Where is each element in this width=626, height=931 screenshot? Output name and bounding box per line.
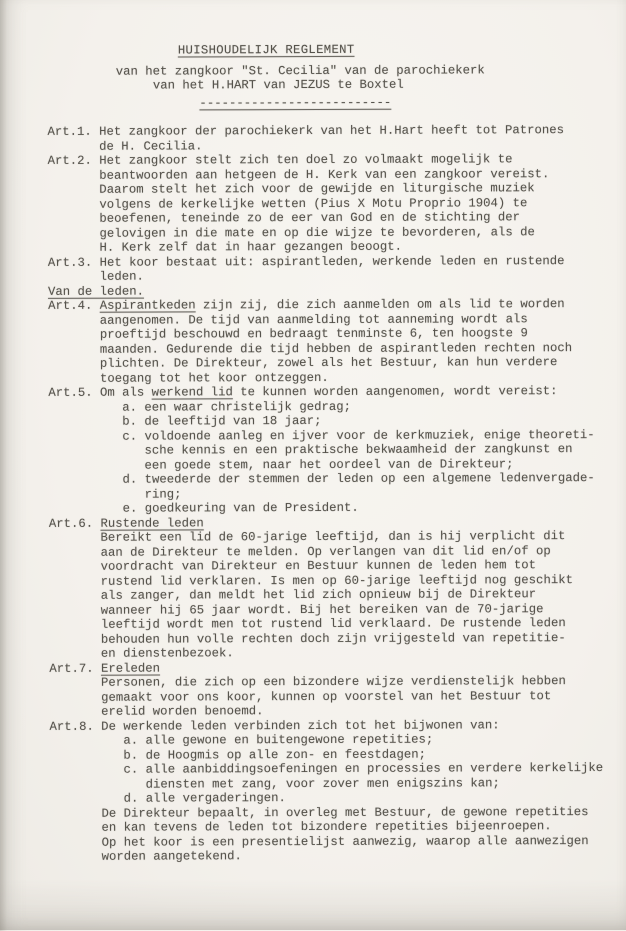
underlined-text: Rustende leden [100, 515, 204, 531]
text-segment: sche kennis en een praktische bekwaamheid der zangkunst en [144, 442, 573, 458]
underlined-text: Aspirantkeden [99, 298, 196, 313]
text-segment: Om als [99, 385, 152, 400]
text-segment: diensten met zang, voor zover men enigszins kan; [145, 775, 500, 792]
text-segment: behouden hun volle rechten doch zijn vrijgesteld van repetitie- [100, 630, 566, 647]
text-segment: toegang tot het koor ontzeggen. [99, 370, 329, 386]
text-segment: plichten. De Direkteur, zowel als het Bestuur, kan hun verdere [99, 355, 558, 371]
text-segment: worden aangetekend. [101, 849, 242, 864]
text-segment: aan de Direkteur te melden. Op verlangen van dit lid en/of op [100, 543, 551, 560]
text-segment: c. alle aanbiddingsoefeningen en processies en verdere kerkelijke [123, 760, 604, 777]
text-segment: a. een waar christelijk gedrag; [122, 399, 351, 415]
text-segment: en kan tevens de leden tot bizondere repetities bijeenroepen. [101, 819, 552, 835]
text-segment: rustend lid verklaren. Is men op 60-jarige leeftijd nog geschikt [100, 572, 573, 589]
text-segment: volgens de kerkelijke wetten (Pius X Motu Proprio 1904) te [99, 195, 528, 212]
text-segment: gelovigen in die mate en op die wijze te bevorderen, als de [99, 224, 535, 241]
text-segment: erelid worden benoemd. [101, 704, 264, 719]
document-body [47, 123, 610, 864]
text-segment: leeftijd wordt men tot rustend lid verklaard. De rustende leden [100, 616, 566, 632]
separator-line [0, 95, 590, 111]
document-line [50, 848, 610, 864]
text-segment: Het koor bestaat uit: aspirantleden, werkende leden en rustende [99, 253, 565, 270]
text-segment: Op het koor is een presentielijst aanwezig, waarop alle aanwezigen [101, 833, 589, 850]
text-segment: b. de Hoogmis op alle zon- en feestdagen; [123, 747, 427, 763]
text-segment: en dienstenbezoek. [100, 646, 234, 661]
article-label: Art.8. [49, 719, 94, 734]
text-segment: proeftijd beschouwd en bedraagt tenminste 6, ten hoogste 9 [99, 326, 528, 342]
article-label: Art.7. [49, 661, 94, 676]
text-segment: H. Kerk zelf dat in haar gezangen beoogt. [99, 239, 403, 255]
article-label: Art.1. [47, 124, 92, 139]
underlined-text: Ereleden [100, 661, 161, 676]
underlined-text: Van de leden. [47, 284, 144, 299]
text-segment: Daarom stelt het zich voor de gewijde en liturgische muziek [99, 181, 535, 197]
text-segment: Bereikt een lid de 60-jarige leeftijd, dan is hij verplicht dit [100, 529, 566, 545]
text-segment: als zanger, dan meldt het lid zich opnieuw bij de Direkteur [100, 587, 537, 603]
text-segment: De Direkteur bepaalt, in overleg met Bestuur, de gewone repetities [101, 804, 589, 821]
text-segment: Het zangkoor der parochiekerk van het H.Hart heeft tot Patrones [99, 123, 565, 139]
text-segment: leden. [99, 269, 144, 284]
text-segment: een goede stem, naar het oordeel van de Direkteur; [144, 456, 514, 473]
article-label: Art.3. [47, 255, 93, 270]
text-segment: zijn zij, die zich aanmelden om als lid te worden [195, 297, 565, 313]
text-segment: c. voldoende aanleg en ijver voor de kerkmuziek, enige theoreti- [122, 427, 595, 444]
text-segment: maanden. Gedurende die tijd hebben de aspirantleden rechten noch [99, 340, 573, 357]
separator-dashes: -------------------------- [199, 95, 392, 111]
subtitle-line-1: van het zangkoor "St. Cecilia" van de parochiekerk [115, 63, 485, 79]
text-segment: ring; [144, 486, 182, 502]
text-segment: b. de leeftijd van 18 jaar; [122, 413, 322, 429]
article-label: Art.5. [48, 385, 93, 400]
text-segment: beoefenen, teneinde zo de eer van God en de stichting der [99, 210, 521, 226]
text-segment: e. goedkeuring van de President. [122, 500, 359, 516]
text-segment: d. alle vergaderingen. [123, 791, 286, 806]
text-segment: voordracht van Direkteur en Bestuur kunnen de leden hem tot [100, 558, 537, 574]
text-segment: a. alle gewone en buitengewone repetities; [123, 732, 434, 748]
underlined-text: werkend lid [151, 385, 233, 400]
page-title-text: HUISHOUDELIJK REGLEMENT [177, 42, 355, 58]
text-segment: de H. Cecilia. [99, 138, 203, 154]
text-segment: aangenomen. De tijd van aanmelding tot aanneming wordt als [99, 311, 528, 328]
text-segment: Personen, die zich op een bizondere wijze verdienstelijk hebben [100, 674, 566, 690]
article-label: Art.2. [47, 153, 92, 168]
text-segment: d. tweederde der stemmen der leden op een algemene ledenvergade- [122, 471, 595, 487]
text-segment: De werkende leden verbinden zich tot het bijwonen van: [101, 717, 500, 734]
article-label: Art.6. [48, 516, 94, 531]
page-title [0, 42, 532, 58]
text-segment: Het zangkoor stelt zich ten doel zo volmaakt mogelijk te [99, 152, 513, 168]
text-segment: te kunnen worden aangenomen, wordt vereist: [232, 384, 558, 400]
article-label: Art.4. [48, 298, 93, 313]
text-segment: beantwoorden aan hetgeen de H. Kerk van een zangkoor vereist. [99, 166, 550, 183]
text-segment: gemaakt voor ons koor, kunnen op voorstel van het Bestuur tot [101, 688, 552, 705]
text-segment: wanneer hij 65 jaar wordt. Bij het bereiken van de 70-jarige [100, 601, 544, 618]
subtitle-line-2: van het H.HART van JEZUS te Boxtel [152, 77, 404, 93]
